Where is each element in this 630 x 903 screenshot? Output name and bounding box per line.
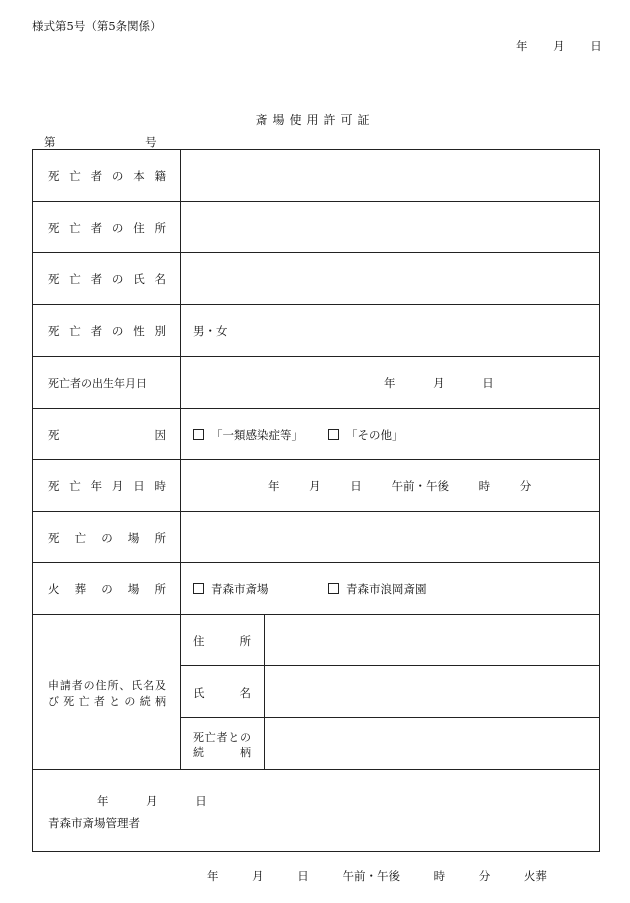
cremation-datetime: 年 月 日 午前・午後 時 分 火葬 [207,869,547,883]
sex-value: 男・女 [193,324,228,338]
label-applicant-name: 氏 名 [193,686,251,700]
cremation-option-namioka[interactable] [328,581,427,597]
label-birthdate: 死亡者の出生年月日 [48,377,147,390]
label-applicant-line2: び死亡者との続柄 [48,695,166,708]
label-name: 死亡者の氏名 [48,272,166,286]
label-relation-line1: 死亡者との [193,731,251,744]
checkbox-icon[interactable] [193,583,204,594]
issue-date: 年 月 日 [97,794,207,808]
label-relation-line2: 続 柄 [193,746,251,759]
label-sex: 死亡者の性別 [48,324,166,338]
label-honseki: 死亡者の本籍 [48,169,166,183]
cause-option-infectious[interactable] [193,427,303,443]
checkbox-icon[interactable] [328,429,339,440]
label-applicant-address: 住 所 [193,634,251,648]
label-address: 死亡者の住所 [48,221,166,235]
permit-number: 第 号 [44,135,157,149]
label-cremation-place: 火葬の場所 [48,582,166,596]
label-applicant-line1: 申請者の住所、氏名及 [48,679,166,692]
death-datetime-value: 年 月 日 午前・午後 時 分 [268,479,532,493]
label-cause: 死 因 [48,428,166,442]
form-code: 様式第5号（第5条関係） [32,19,162,33]
page-title: 斎場使用許可証 [255,113,375,127]
checkbox-icon[interactable] [328,583,339,594]
label-death-datetime: 死亡年月日時 [48,479,166,493]
cremation-option-namioka-label: 青森市浪岡斎園 [346,582,427,596]
cremation-option-aomori[interactable] [193,581,269,597]
birthdate-value: 年 月 日 [384,376,494,390]
label-death-place: 死亡の場所 [48,531,166,545]
cause-option-infectious-label: 「一類感染症等」 [211,428,303,442]
cause-option-other-label: 「その他」 [346,428,404,442]
checkbox-icon[interactable] [193,429,204,440]
cause-option-other[interactable] [328,427,404,443]
header-date: 年 月 日 [516,39,602,53]
cremation-option-aomori-label: 青森市斎場 [211,582,269,596]
issuer: 青森市斎場管理者 [48,816,140,830]
